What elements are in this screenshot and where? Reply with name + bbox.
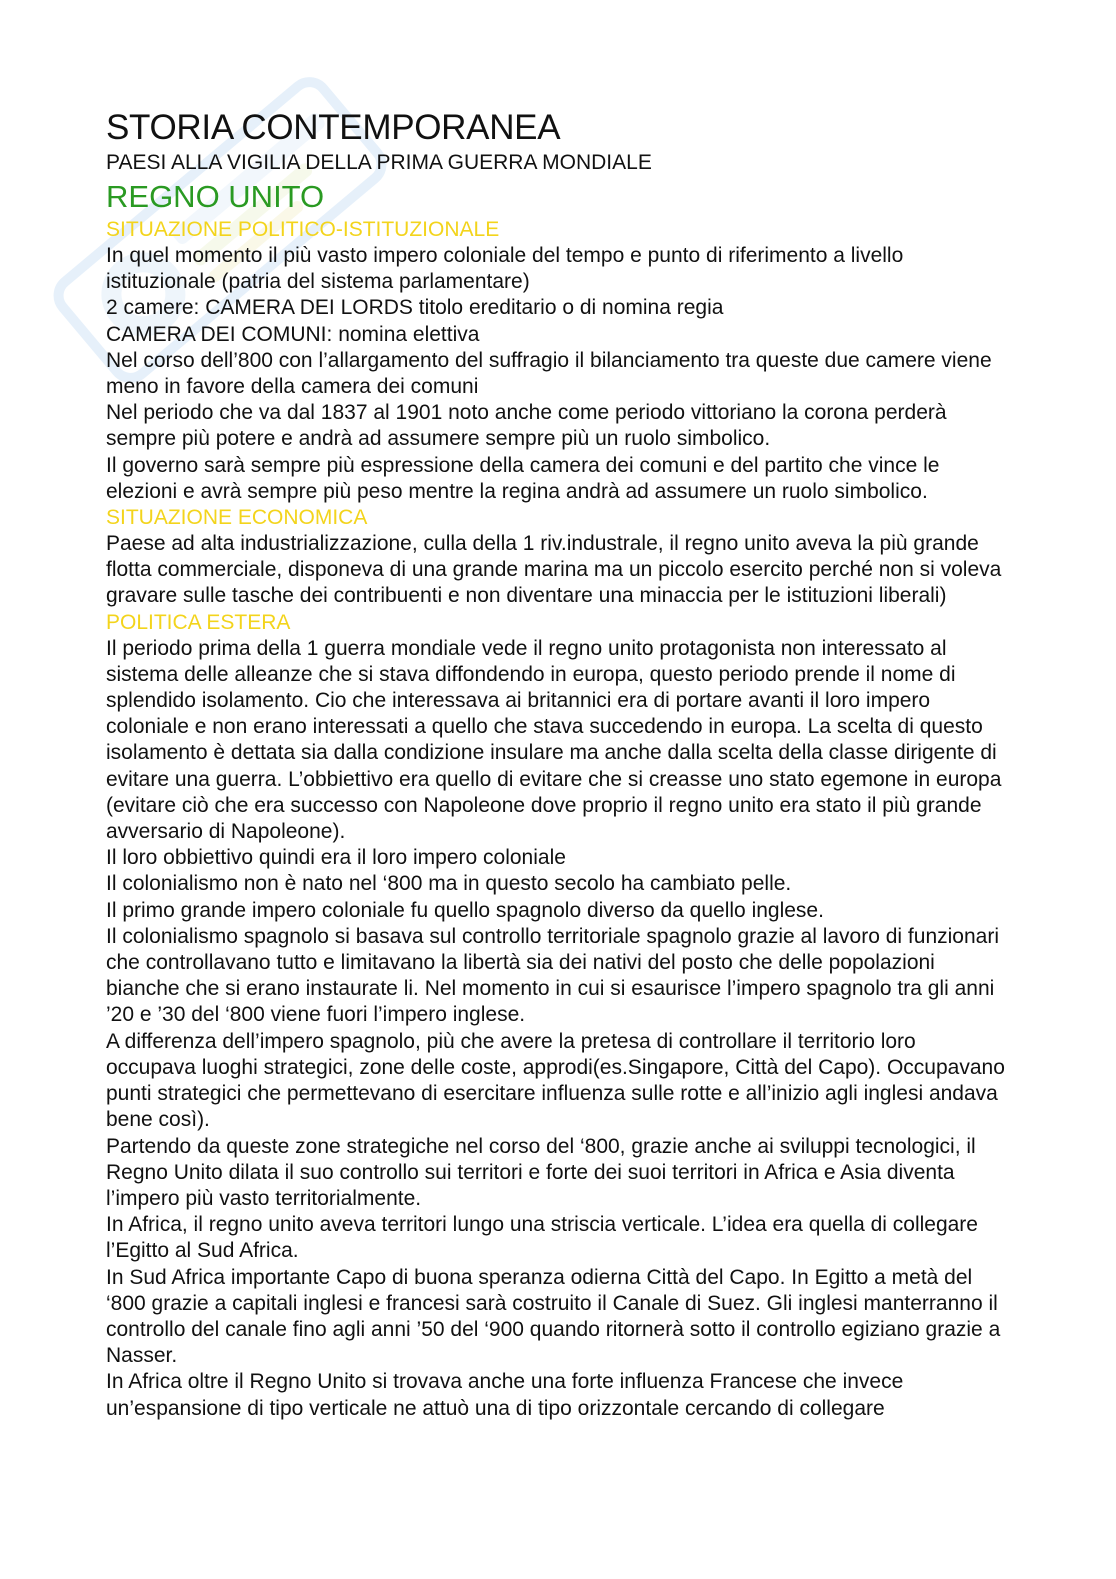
paragraph: Il governo sarà sempre più espressione della camera dei comuni e del partito che vince le elezioni e avrà sempre più peso mentre la regina andrà ad assumere un ruolo simbolico. xyxy=(106,453,940,503)
document-title: STORIA CONTEMPORANEA xyxy=(106,108,561,147)
paragraph: Il colonialismo non è nato nel ‘800 ma in questo secolo ha cambiato pelle. xyxy=(106,872,792,896)
subheading-situazione-economica: SITUAZIONE ECONOMICA xyxy=(106,506,368,530)
section-title-regno-unito: REGNO UNITO xyxy=(106,179,325,214)
paragraph: Il primo grande impero coloniale fu quello spagnolo diverso da quello inglese. xyxy=(106,898,824,922)
document-subtitle: PAESI ALLA VIGILIA DELLA PRIMA GUERRA MONDIALE xyxy=(106,151,652,174)
paragraph: Paese ad alta industrializzazione, culla della 1 riv.industrale, il regno unito aveva la più grande flotta commerciale, disponeva di una grande marina ma un piccolo esercito perché non si voleva gravare sulle tasche dei contribuenti e non diventare una minaccia per le istituzioni liberali) xyxy=(106,532,1002,608)
paragraph: Nel periodo che va dal 1837 al 1901 noto anche come periodo vittoriano la corona perderà sempre più potere e andrà ad assumere sempre più un ruolo simbolico. xyxy=(106,401,947,451)
paragraph: In Africa, il regno unito aveva territori lungo una striscia verticale. L’idea era quella di collegare l’Egitto al Sud Africa. xyxy=(106,1213,978,1263)
paragraph: Il periodo prima della 1 guerra mondiale vede il regno unito protagonista non interessato al sistema delle alleanze che si stava diffondendo in europa, questo periodo prende il nome di splendido isolamento. Cio che interessava ai britannici era di portare avanti il loro impero coloniale e non erano interessati a quello che stava succedendo in europa. La scelta di questo isolamento è dettata sia dalla condizione insulare ma anche dalla scelta della classe dirigente di evitare una guerra. L’obbiettivo era quello di evitare che si creasse uno stato egemone in europa (evitare ciò che era successo con Napoleone dove proprio il regno unito era stato il più grande avversario di Napoleone). xyxy=(106,636,1002,844)
paragraph: In Africa oltre il Regno Unito si trovava anche una forte influenza Francese che invece un’espansione di tipo verticale ne attuò una di tipo orizzontale cercando di collegare xyxy=(106,1370,904,1420)
subheading-politico-istituzionale: SITUAZIONE POLITICO-ISTITUZIONALE xyxy=(106,218,500,241)
paragraph: 2 camere: CAMERA DEI LORDS titolo ereditario o di nomina regia xyxy=(106,296,724,320)
paragraph: In quel momento il più vasto impero coloniale del tempo e punto di riferimento a livello istituzionale (patria del sistema parlamentare) xyxy=(106,244,904,294)
paragraph: Il loro obbiettivo quindi era il loro impero coloniale xyxy=(106,846,566,870)
paragraph: In Sud Africa importante Capo di buona speranza odierna Città del Capo. In Egitto a metà del ‘800 grazie a capitali inglesi e francesi sarà costruito il Canale di Suez. Gli inglesi manterranno il controllo del canale fino agli anni ’50 del ‘900 quando ritornerà sotto il controllo egiziano grazie a Nasser. xyxy=(106,1265,1001,1368)
paragraph: CAMERA DEI COMUNI: nomina elettiva xyxy=(106,322,480,346)
paragraph: Il colonialismo spagnolo si basava sul controllo territoriale spagnolo grazie al lavoro di funzionari che controllavano tutto e limitavano la libertà sia dei nativi del posto che delle popolazioni bianche che si erano instaurate li. Nel momento in cui si esaurisce l’impero spagnolo tra gli anni ’20 e ’30 del ‘800 viene fuori l’impero inglese. xyxy=(106,924,999,1027)
paragraph: Nel corso dell’800 con l’allargamento del suffragio il bilanciamento tra queste due camere viene meno in favore della camera dei comuni xyxy=(106,348,992,399)
subheading-politica-estera: POLITICA ESTERA xyxy=(106,610,291,634)
paragraph: Partendo da queste zone strategiche nel corso del ‘800, grazie anche ai sviluppi tecnologici, il Regno Unito dilata il suo controllo sui territori e forte dei suoi territori in Africa e Asia diventa l’impero più vasto territorialmente. xyxy=(106,1134,976,1210)
document-page xyxy=(106,106,1011,1422)
paragraph: A differenza dell’impero spagnolo, più che avere la pretesa di controllare il territorio loro occupava luoghi strategici, zone delle coste, approdi(es.Singapore, Città del Capo). Occupavano punti strategici che permettevano di esercitare influenza sulle rotte e all’inizio agli inglesi andava bene così). xyxy=(106,1029,1005,1132)
